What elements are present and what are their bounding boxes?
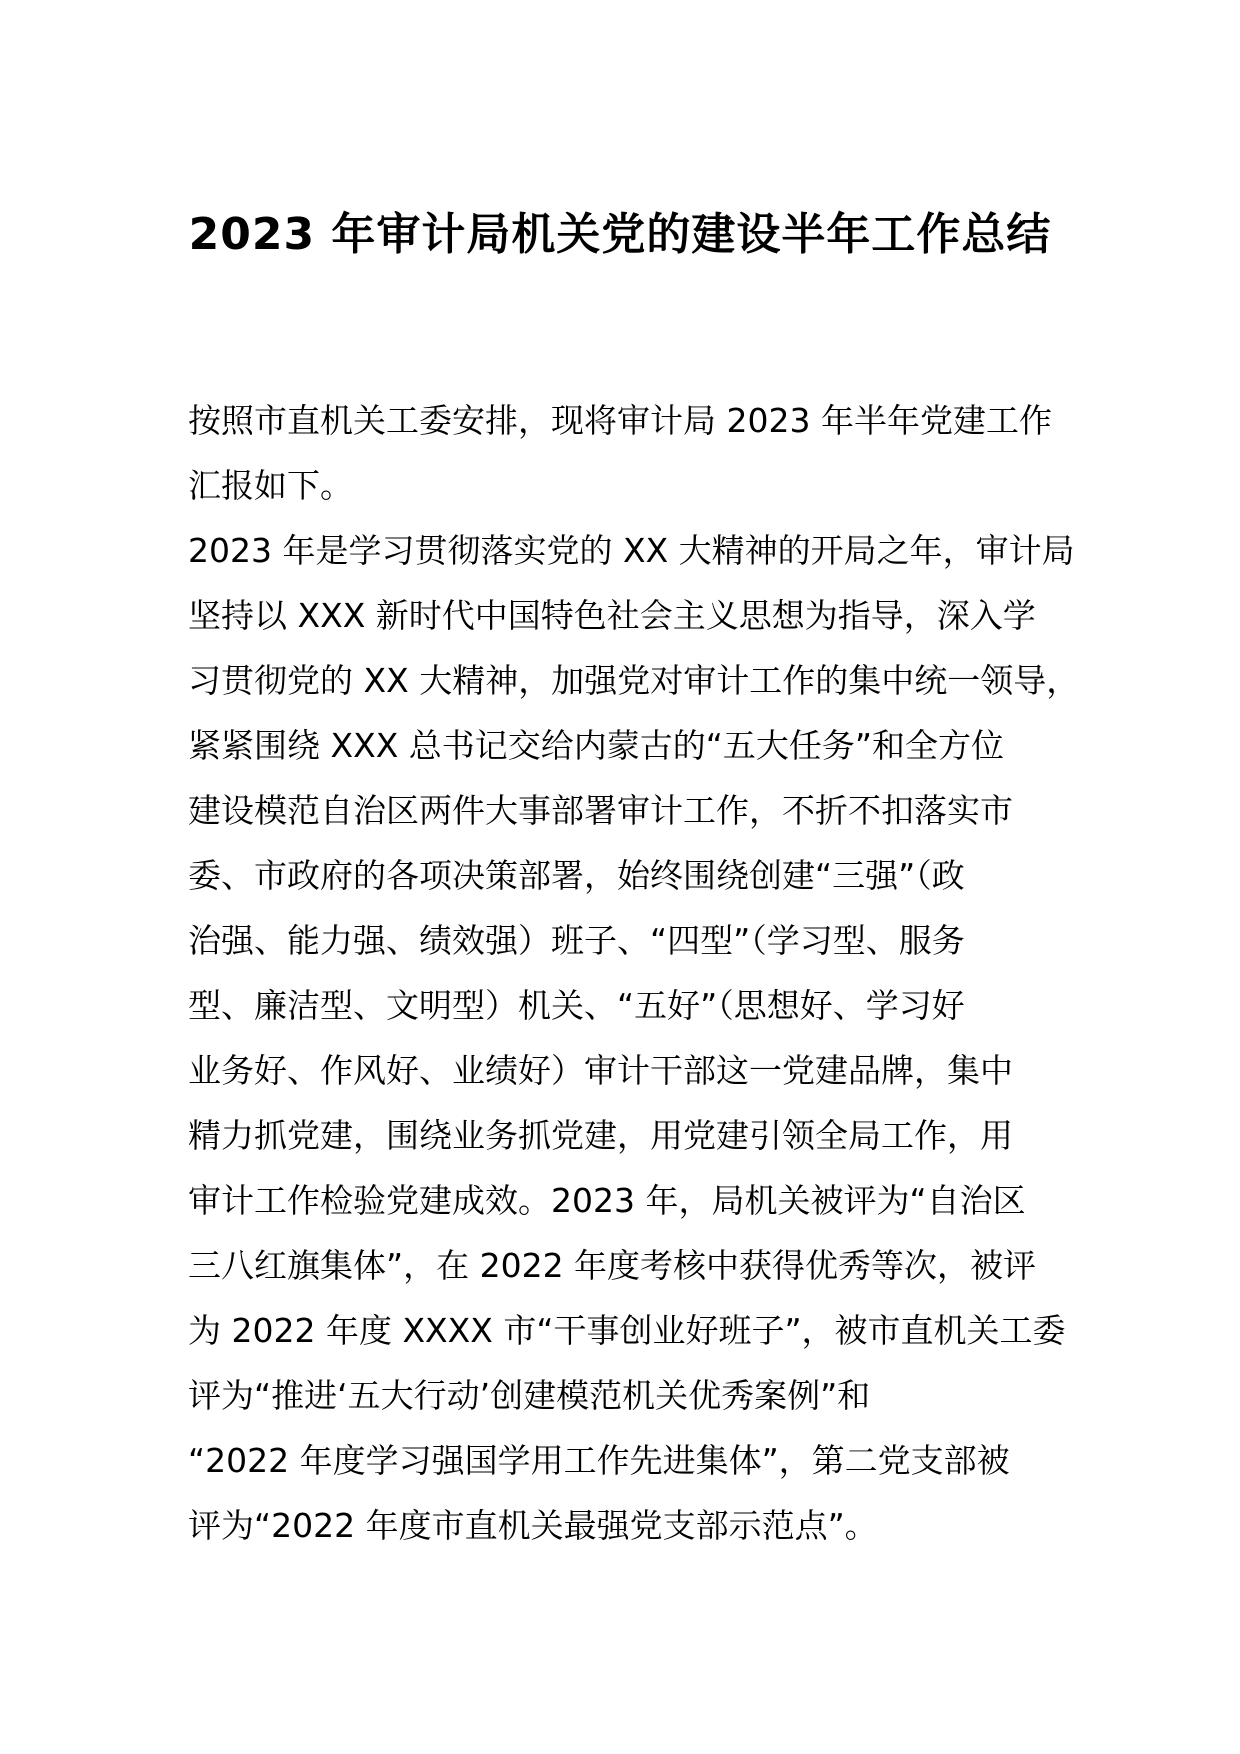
text-line: 2023 年是学习贯彻落实党的 XX 大精神的开局之年，审计局: [188, 531, 1075, 570]
text-line: 按照市直机关工委安排，现将审计局 2023 年半年党建工作: [188, 401, 1052, 440]
text-line: 治强、能力强、绩效强）班子、“四型”（学习型、服务: [188, 921, 965, 960]
text-line: 委、市政府的各项决策部署，始终围绕创建“三强”（政: [188, 856, 965, 895]
text-line: 评为“2022 年度市直机关最强党支部示范点”。: [188, 1506, 878, 1545]
text-line: 建设模范自治区两件大事部署审计工作，不折不扣落实市: [188, 791, 1013, 830]
text-line: 审计工作检验党建成效。2023 年，局机关被评为“自治区: [188, 1181, 1026, 1220]
text-line: 精力抓党建，围绕业务抓党建，用党建引领全局工作，用: [188, 1116, 1013, 1155]
text-line: 汇报如下。: [188, 466, 353, 505]
text-line: 为 2022 年度 XXXX 市“干事创业好班子”，被市直机关工委: [188, 1311, 1066, 1350]
paragraph-summary: [188, 518, 1088, 1558]
text-line: 评为“推进‘五大行动’创建模范机关优秀案例”和: [188, 1376, 871, 1415]
text-line: “2022 年度学习强国学用工作先进集体”，第二党支部被: [188, 1441, 1010, 1480]
paragraph-intro: [188, 388, 1088, 518]
text-line: 紧紧围绕 XXX 总书记交给内蒙古的“五大任务”和全方位: [188, 726, 1004, 765]
text-line: 业务好、作风好、业绩好）审计干部这一党建品牌，集中: [188, 1051, 1013, 1090]
text-line: 坚持以 XXX 新时代中国特色社会主义思想为指导，深入学: [188, 596, 1036, 635]
text-line: 型、廉洁型、文明型）机关、“五好”（思想好、学习好: [188, 986, 965, 1025]
text-line: 习贯彻党的 XX 大精神，加强党对审计工作的集中统一领导，: [188, 661, 1080, 700]
text-line: 三八红旗集体”，在 2022 年度考核中获得优秀等次，被评: [188, 1246, 1037, 1285]
document-title: 2023 年审计局机关党的建设半年工作总结: [188, 209, 1052, 260]
document-body: [188, 388, 1088, 1558]
